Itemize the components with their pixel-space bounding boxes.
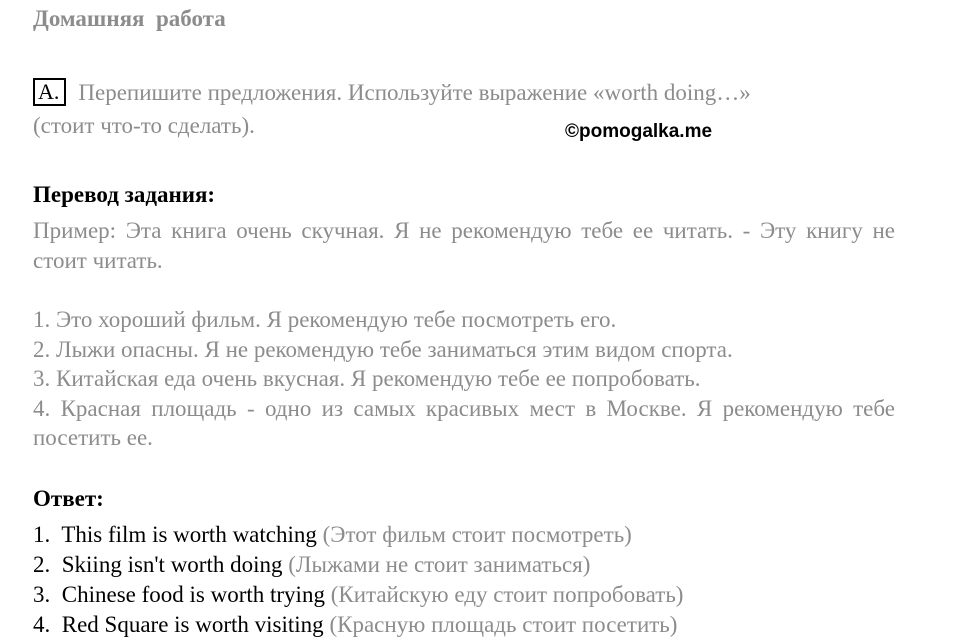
translation-heading: Перевод задания: [33,182,216,207]
answer-russian: (Лыжами не стоит заниматься) [288,552,591,577]
answer-number: 4. [33,612,51,637]
answer-english: Chinese food is worth trying [61,582,325,607]
answer-russian: (Этот фильм стоит посмотреть) [322,522,632,547]
answer-russian: (Красную площадь стоит посетить) [329,612,678,637]
task-instruction-line2: (стоит что-то сделать). [33,113,255,138]
section-title: Домашняя работа [33,6,226,31]
answer-english: This film is worth watching [61,522,317,547]
task-letter-box: A. [33,78,66,106]
translation-example: Пример: Эта книга очень скучная. Я не рекомендую тебе ее читать. - Эту книгу не стоит читать. [33,218,895,273]
translation-list [33,305,895,453]
answer-item [33,520,933,550]
answer-russian: (Китайскую еду стоит попробовать) [330,582,684,607]
answer-number: 1. [33,522,51,547]
answer-english: Red Square is worth visiting [61,612,324,637]
translation-item: 2. Лыжи опасны. Я не рекомендую тебе заниматься этим видом спорта. [33,336,733,362]
answer-list [33,520,933,640]
answer-number: 3. [33,582,51,607]
answer-item [33,550,933,580]
task-instruction [33,76,903,142]
answer-heading: Ответ: [33,486,104,511]
translation-item: 4. Красная площадь - одно из самых красивых мест в Москве. Я рекомендую тебе посетить ее. [33,395,895,450]
answer-item [33,580,933,610]
answer-english: Skiing isn't worth doing [61,552,283,577]
translation-item: 3. Китайская еда очень вкусная. Я рекомендую тебе ее попробовать. [33,366,701,391]
task-instruction-line1: Перепишите предложения. Используйте выражение «worth doing…» [78,80,751,105]
answer-item [33,610,933,640]
watermark: ©pomogalka.me [565,121,713,142]
translation-item: 1. Это хороший фильм. Я рекомендую тебе посмотреть его. [33,307,617,332]
answer-number: 2. [33,552,51,577]
